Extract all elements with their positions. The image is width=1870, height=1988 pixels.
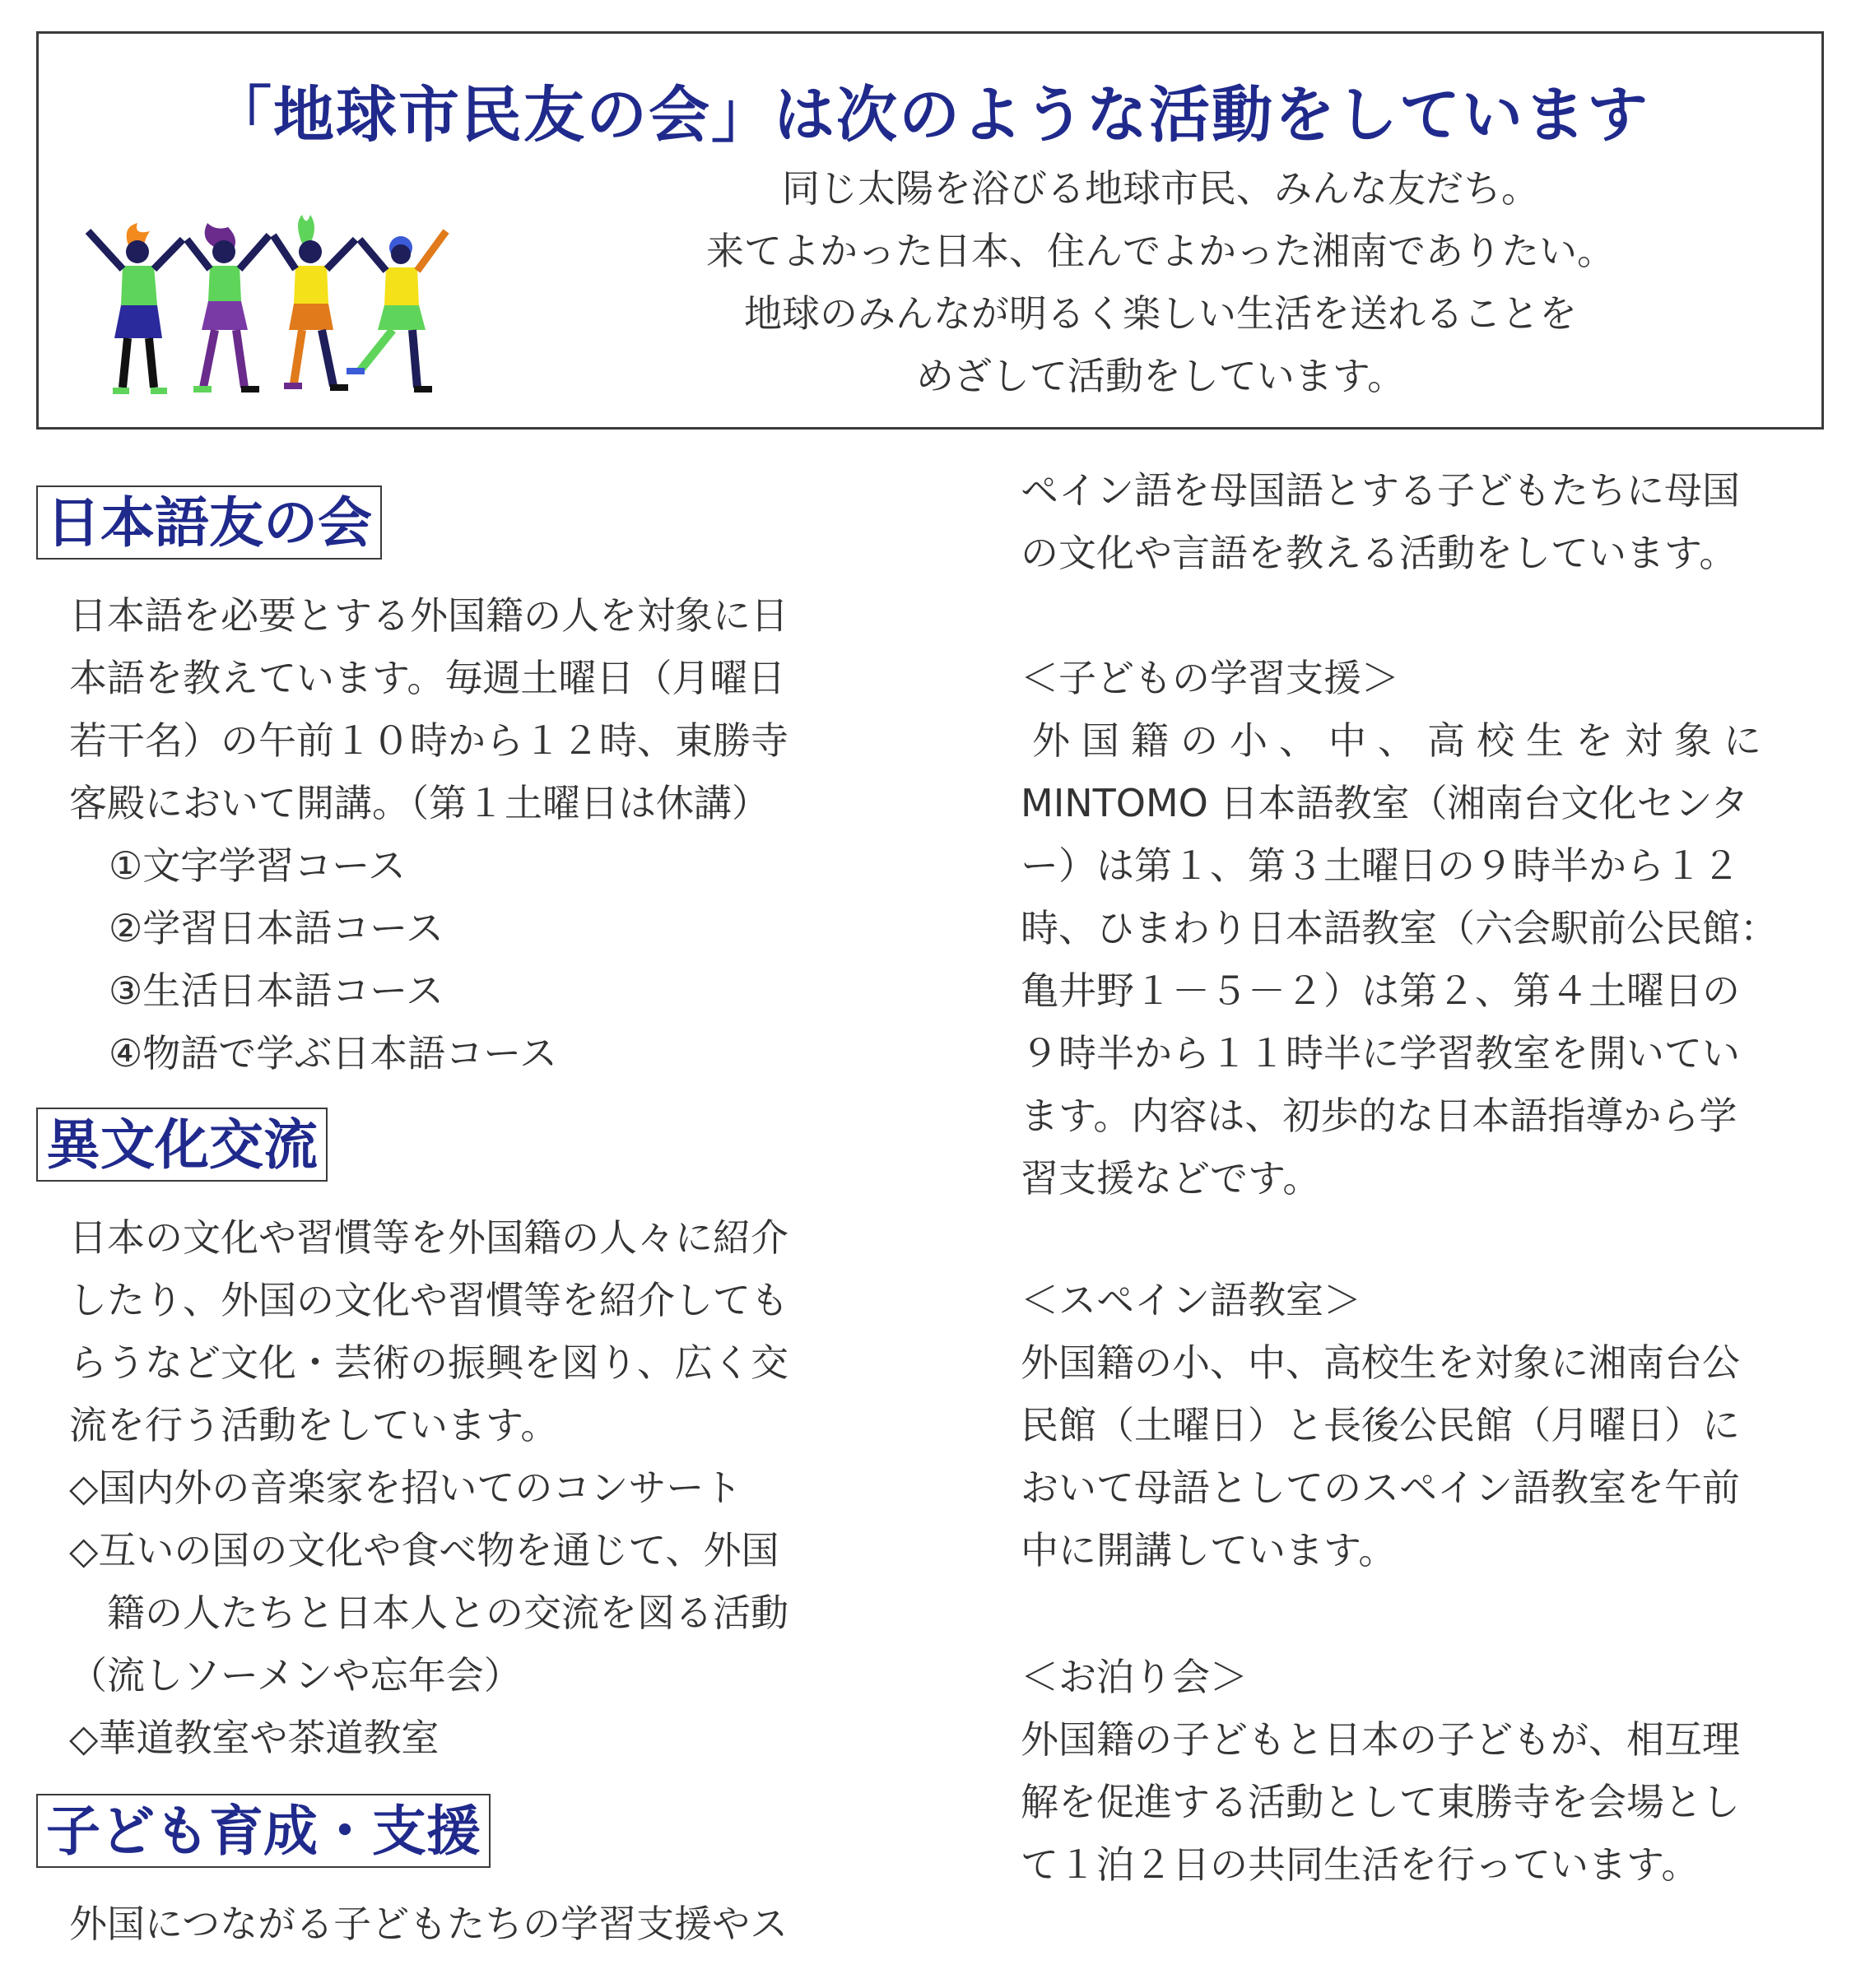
subheading-spanish-class: ＜スペイン語教室＞ — [1021, 1278, 1361, 1322]
text-line: MINTOMO 日本語教室（湘南台文化センタ — [1021, 781, 1749, 825]
text-line: て１泊２日の共同生活を行っています。 — [1021, 1842, 1700, 1887]
text-line: 外国につながる子どもたちの学習支援やス — [69, 1902, 788, 1946]
text-line: ー）は第１、第３土曜日の９時半から１２ — [1021, 843, 1740, 888]
list-item: 籍の人たちと日本人との交流を図る活動 — [69, 1591, 788, 1635]
intro-text — [500, 157, 1821, 407]
page-title: 「地球市民友の会」は次のような活動をしています — [211, 80, 1649, 151]
course-item: ③生活日本語コース — [109, 968, 444, 1013]
text-line: ます。内容は、初歩的な日本語指導から学 — [1021, 1094, 1737, 1138]
intro-line: 同じ太陽を浴びる地球市民、みんな友だち。 — [782, 166, 1539, 211]
child-support-continued — [1021, 459, 1740, 584]
text-line: 日本の文化や習慣等を外国籍の人々に紹介 — [69, 1215, 788, 1260]
text-line: ９時半から１１時半に学習教室を開いてい — [1021, 1031, 1740, 1075]
text-line: おいて母語としてのスペイン語教室を午前 — [1021, 1465, 1740, 1510]
list-item: ◇国内外の音楽家を招いてのコンサート — [69, 1465, 742, 1510]
header-box — [36, 31, 1824, 430]
text-line: したり、外国の文化や習慣等を紹介しても — [69, 1278, 788, 1322]
spanish-class-description — [1021, 1331, 1740, 1582]
text-line: 外国籍の子どもと日本の子どもが、相互理 — [1021, 1717, 1740, 1762]
text-line: 外国籍の小、中、高校生を対象に — [1032, 718, 1773, 763]
text-line: 習支援などです。 — [1021, 1156, 1321, 1201]
section-heading-japanese-club: 日本語友の会 — [36, 485, 382, 560]
section-heading-cultural-exchange: 異文化交流 — [36, 1108, 328, 1182]
cultural-exchange-items — [69, 1456, 788, 1769]
text-line: 客殿において開講。（第１土曜日は休講） — [69, 781, 770, 825]
text-line: 若干名）の午前１０時から１２時、東勝寺 — [69, 718, 788, 763]
intro-line: 地球のみんなが明るく楽しい生活を送れることを — [744, 291, 1577, 336]
course-list — [109, 834, 557, 1085]
dancer-1 — [88, 223, 183, 394]
list-item: ◇互いの国の文化や食べ物を通じて、外国 — [69, 1528, 779, 1572]
japanese-club-description — [69, 584, 788, 834]
text-line: らうなど文化・芸術の振興を図り、広く交 — [69, 1340, 788, 1385]
study-support-description — [1021, 709, 1778, 1210]
cultural-exchange-description — [69, 1206, 788, 1456]
sleepover-description — [1021, 1708, 1740, 1896]
text-line: 日本語を必要とする外国籍の人を対象に日 — [69, 593, 788, 638]
list-item: ◇華道教室や茶道教室 — [69, 1716, 440, 1760]
dancing-people-illustration — [72, 215, 516, 420]
text-line: 亀井野１－５－２）は第２、第４土曜日の — [1021, 968, 1740, 1013]
text-line: 時、ひまわり日本語教室（六会駅前公民館： — [1021, 906, 1778, 950]
text-line: 本語を教えています。毎週土曜日（月曜日 — [69, 656, 786, 700]
text-line: の文化や言語を教える活動をしています。 — [1021, 531, 1737, 575]
dancer-2 — [187, 223, 269, 392]
text-line: 民館（土曜日）と長後公民館（月曜日）に — [1021, 1403, 1740, 1447]
course-item: ②学習日本語コース — [109, 906, 444, 950]
course-item: ①文字学習コース — [109, 843, 406, 888]
text-line: 流を行う活動をしています。 — [69, 1403, 559, 1447]
section-heading-child-support: 子ども育成・支援 — [36, 1794, 491, 1868]
intro-line: めざして活動をしています。 — [915, 354, 1406, 398]
dancer-3 — [273, 215, 356, 391]
text-line: 中に開講しています。 — [1021, 1528, 1397, 1572]
subheading-sleepover: ＜お泊り会＞ — [1021, 1655, 1248, 1699]
intro-line: 来てよかった日本、住んでよかった湘南でありたい。 — [706, 229, 1615, 273]
list-item: （流しソーメンや忘年会） — [69, 1653, 522, 1698]
text-line: 解を促進する活動として東勝寺を会場とし — [1021, 1780, 1740, 1824]
text-line: ペイン語を母国語とする子どもたちに母国 — [1021, 468, 1740, 513]
subheading-study-support: ＜子どもの学習支援＞ — [1021, 656, 1399, 700]
text-line: 外国籍の小、中、高校生を対象に湘南台公 — [1021, 1340, 1740, 1385]
dancer-4 — [347, 231, 446, 392]
child-support-description — [69, 1893, 788, 1955]
course-item: ④物語で学ぶ日本語コース — [109, 1031, 557, 1075]
